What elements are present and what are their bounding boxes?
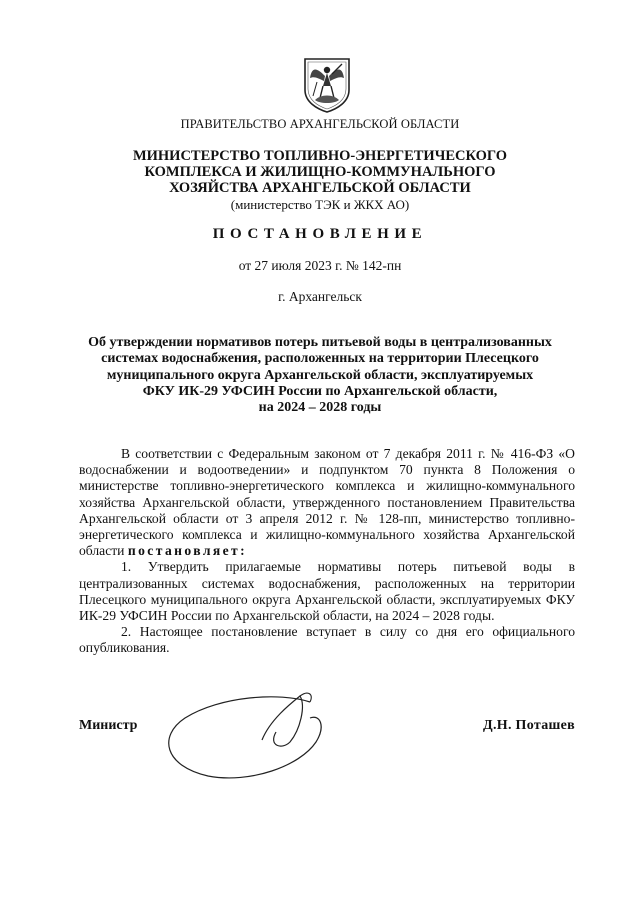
item-2-paragraph: 2. Настоящее постановление вступает в силу со дня его официального опубликования. [79,624,575,656]
ministry-line: КОМПЛЕКСА И ЖИЛИЩНО-КОММУНАЛЬНОГО [144,164,496,180]
item-1-paragraph: 1. Утвердить прилагаемые нормативы потерь питьевой воды в централизованных системах водоснабжения, расположенных на территории Плесецкого муниципального округа Архангельской области, эксплуатируемых ФКУ ИК-29 УФСИН России по Архангельской области, на 2024 – 2028 годы. [79,559,575,624]
ministry-line: ХОЗЯЙСТВА АРХАНГЕЛЬСКОЙ ОБЛАСТИ [169,180,471,196]
decree-title [0,335,640,416]
title-line: ФКУ ИК-29 УФСИН России по Архангельской области, [142,383,498,399]
signatory-name: Д.Н. Поташев [483,718,575,733]
title-line: на 2024 – 2028 годы [258,400,382,416]
government-name: ПРАВИТЕЛЬСТВО АРХАНГЕЛЬСКОЙ ОБЛАСТИ [180,117,460,131]
title-line: системах водоснабжения, расположенных на территории Плесецкого [101,351,539,367]
decree-body [79,446,575,657]
title-line: Об утверждении нормативов потерь питьевой воды в централизованных [88,335,552,350]
signatory-position: Министр [79,718,138,733]
decree-city: г. Архангельск [278,289,362,304]
archangel-coat-of-arms-icon [301,56,353,114]
ministry-abbreviation: (министерство ТЭК и ЖКХ АО) [230,197,410,212]
decree-date-number: от 27 июля 2023 г. № 142-пн [238,258,402,273]
decree-heading: ПОСТАНОВЛЕНИЕ [212,226,428,242]
preamble-paragraph [79,446,575,559]
resolves-word: постановляет: [127,543,248,559]
preamble-text: В соответствии с Федеральным законом от 7 декабря 2011 г. № 416-ФЗ «О водоснабжении и водоотведении» и подпунктом 70 пункта 8 Положения о министерстве топливно-энергетического комплекса и жилищно-коммунального хозяйства Архангельской области, утвержденного постановлением Правительства Архангельской области от 3 апреля 2012 г. № 128-пп, министерство топливно-энергетического комплекса и жилищно-коммунального хозяйства Архангельской области [79,446,575,559]
title-line: муниципального округа Архангельской области, эксплуатируемых [106,367,534,383]
handwritten-signature [150,680,370,790]
ministry-name [0,148,640,196]
ministry-line: МИНИСТЕРСТВО ТОПЛИВНО-ЭНЕРГЕТИЧЕСКОГО [132,148,508,164]
